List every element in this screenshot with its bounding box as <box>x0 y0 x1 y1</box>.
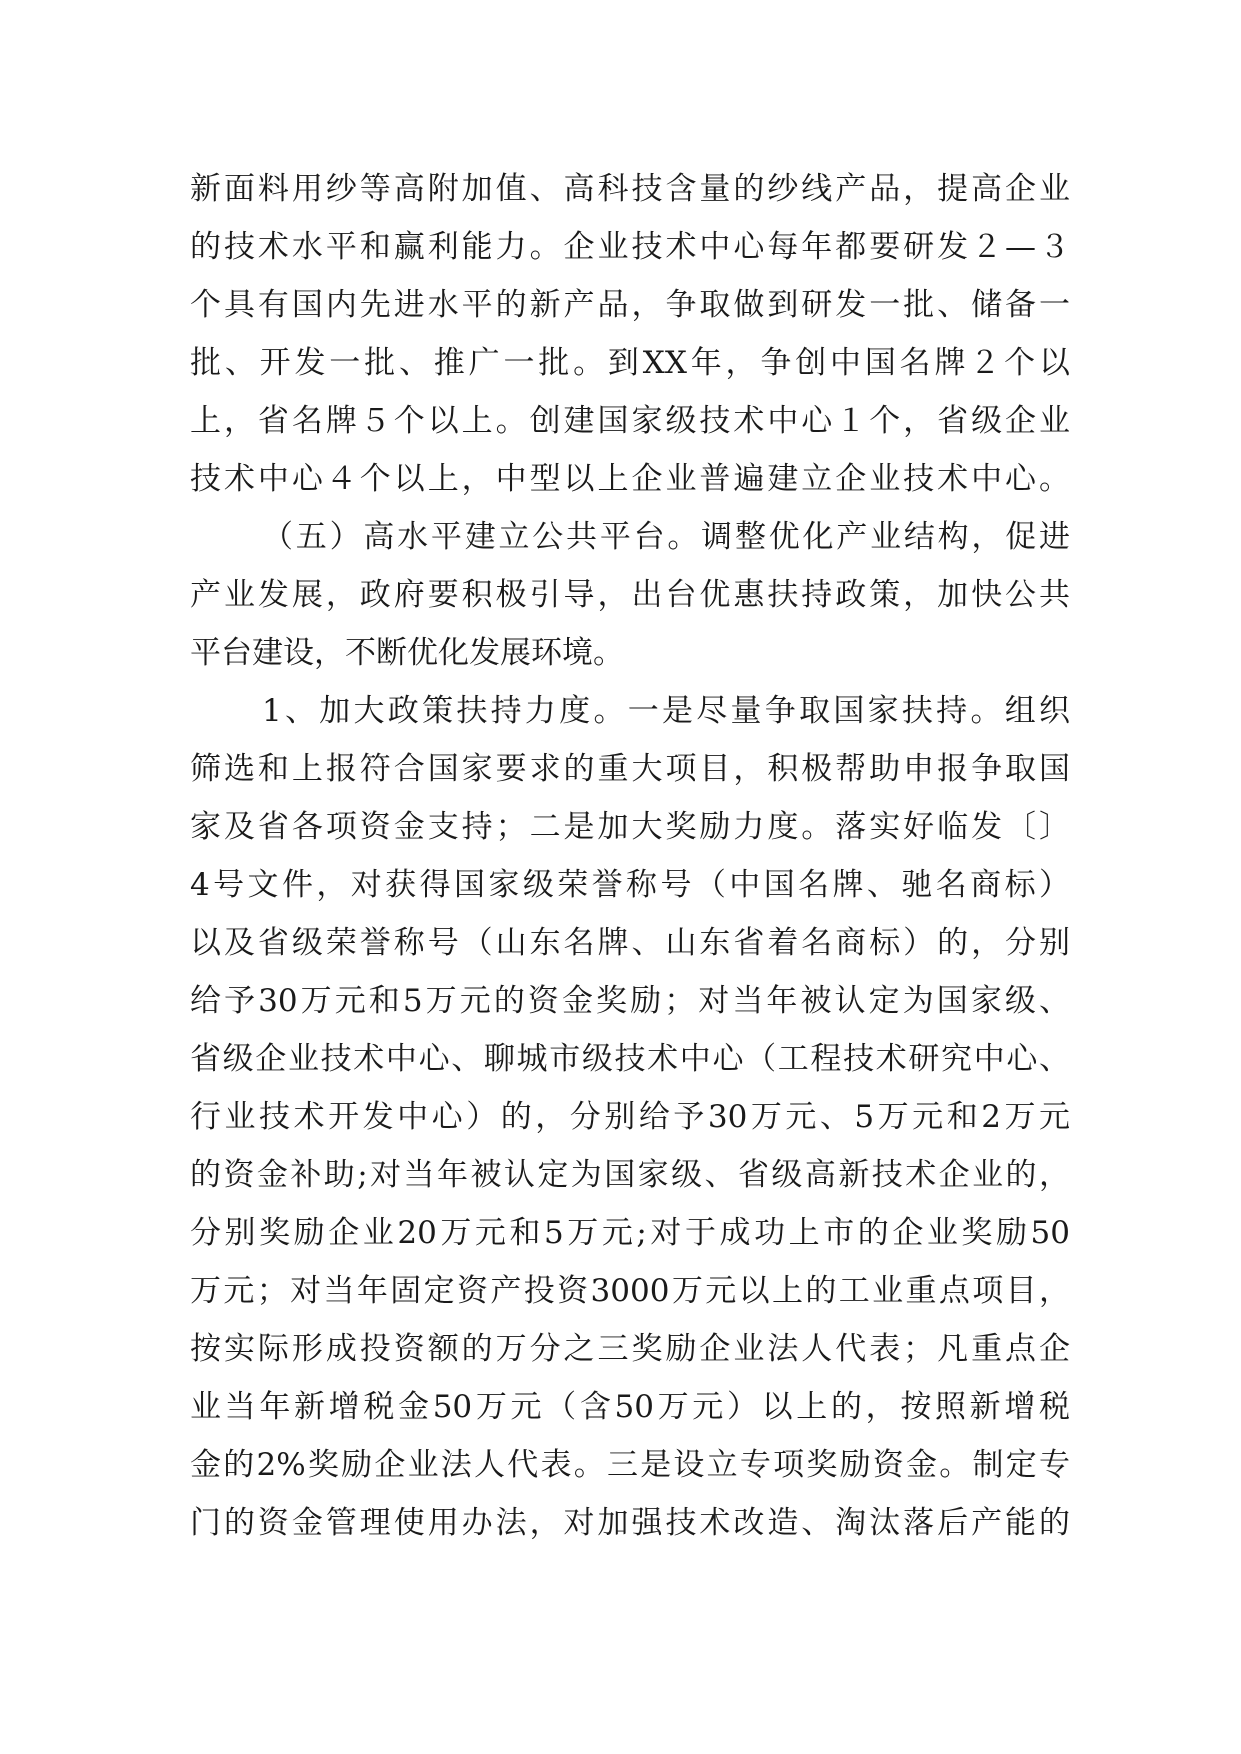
text-line: 给予30万元和5万元的资金奖励；对当年被认定为国家级、 <box>190 983 1070 1019</box>
text-line: 新面料用纱等高附加值、高科技含量的纱线产品，提高企业 <box>190 171 1070 207</box>
text-line: 筛选和上报符合国家要求的重大项目，积极帮助申报争取国 <box>190 751 1070 787</box>
text-line: 以及省级荣誉称号（山东名牌、山东省着名商标）的，分别 <box>190 925 1070 961</box>
text-line: 金的2%奖励企业法人代表。三是设立专项奖励资金。制定专 <box>190 1447 1070 1483</box>
text-line: 的资金补助;对当年被认定为国家级、省级高新技术企业的， <box>190 1157 1070 1193</box>
text-line: 省级企业技术中心、聊城市级技术中心（工程技术研究中心、 <box>190 1041 1070 1077</box>
text-line: 门的资金管理使用办法，对加强技术改造、淘汰落后产能的 <box>190 1505 1070 1541</box>
text-line: 业当年新增税金50万元（含50万元）以上的，按照新增税 <box>190 1389 1070 1425</box>
text-line: 家及省各项资金支持；二是加大奖励力度。落实好临发〔〕 <box>190 809 1070 845</box>
text-line: 产业发展，政府要积极引导，出台优惠扶持政策，加快公共 <box>190 577 1070 613</box>
text-line: 批、开发一批、推广一批。到XX年，争创中国名牌２个以 <box>190 345 1070 381</box>
text-line: 万元；对当年固定资产投资3000万元以上的工业重点项目， <box>190 1273 1070 1309</box>
paragraph-heading: 1、加大政策扶持力度。一是尽量争取国家扶持。组织 <box>262 693 1070 729</box>
text-line: 分别奖励企业20万元和5万元;对于成功上市的企业奖励50 <box>190 1215 1070 1251</box>
text-line: 行业技术开发中心）的，分别给予30万元、5万元和2万元 <box>190 1099 1070 1135</box>
text-line: 个具有国内先进水平的新产品，争取做到研发一批、储备一 <box>190 287 1070 323</box>
text-line: 按实际形成投资额的万分之三奖励企业法人代表；凡重点企 <box>190 1331 1070 1367</box>
body-text <box>190 160 1070 1552</box>
text-line: 的技术水平和赢利能力。企业技术中心每年都要研发２—３ <box>190 229 1070 265</box>
paragraph-heading: （五）高水平建立公共平台。调整优化产业结构，促进 <box>262 519 1070 555</box>
text-line: 平台建设，不断优化发展环境。 <box>190 635 624 671</box>
text-line: 技术中心４个以上，中型以上企业普遍建立企业技术中心。 <box>190 461 1070 497</box>
text-line: 上，省名牌５个以上。创建国家级技术中心１个，省级企业 <box>190 403 1070 439</box>
text-line: 4号文件，对获得国家级荣誉称号（中国名牌、驰名商标） <box>190 867 1070 903</box>
